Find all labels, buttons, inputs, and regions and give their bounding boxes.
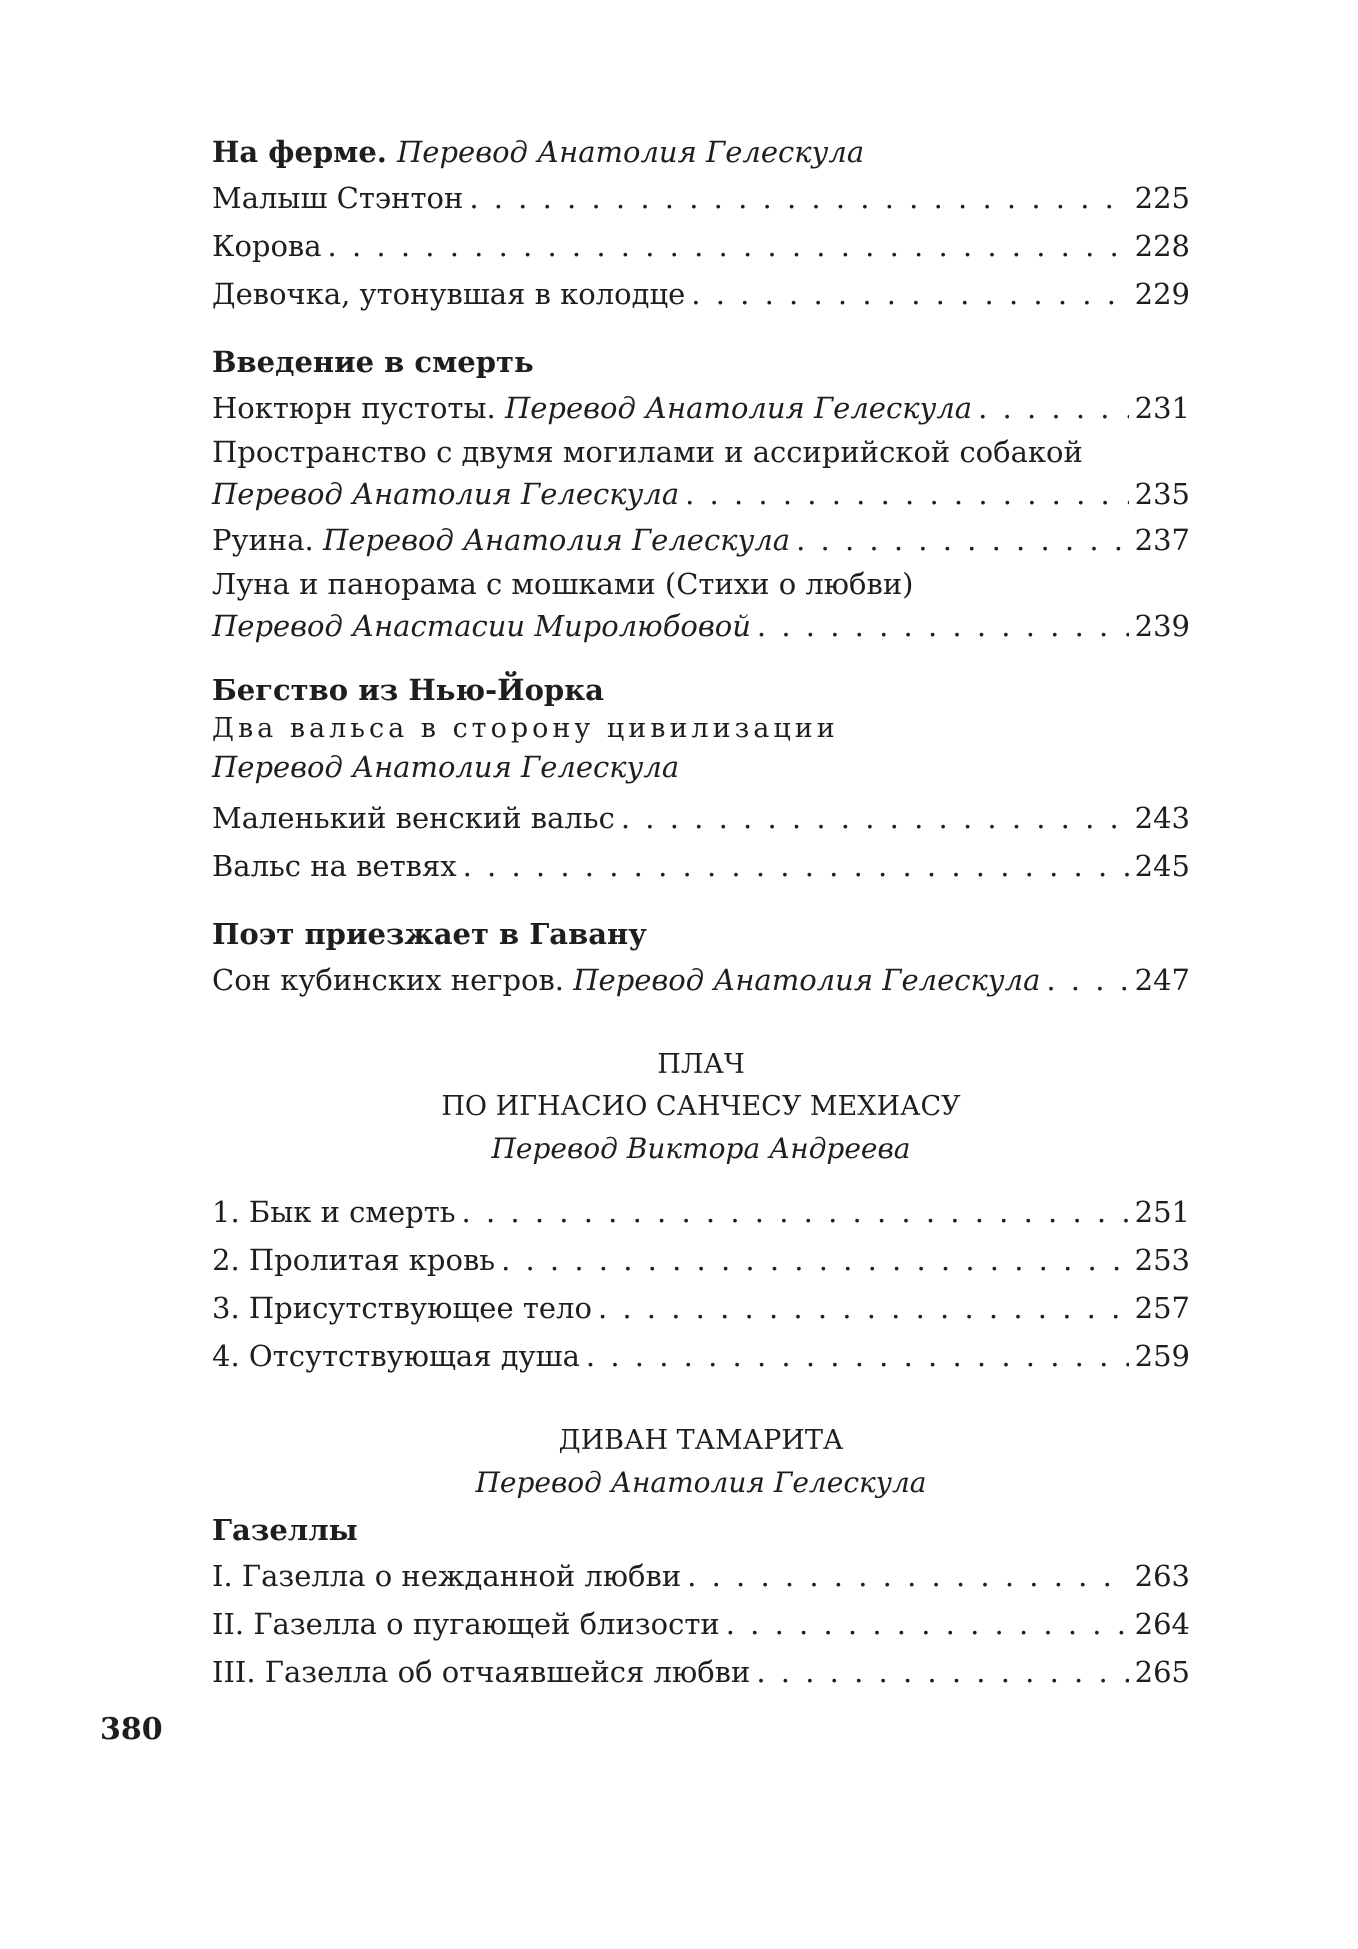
leader-dots (685, 472, 1129, 516)
toc-entry[interactable] (212, 222, 1190, 270)
leader-dots (463, 842, 1129, 890)
leader-dots (757, 604, 1129, 648)
toc-entry[interactable] (212, 1332, 1190, 1380)
entry-page: 235 (1134, 477, 1190, 511)
section-heading-death: Введение в смерть (212, 345, 534, 379)
leader-dots (687, 1552, 1128, 1600)
toc-entry[interactable] (212, 1648, 1190, 1696)
section-translator: Перевод Анатолия Гелескула (212, 750, 680, 784)
toc-entry[interactable] (212, 1552, 1190, 1600)
leader-dots (621, 794, 1129, 842)
section-subtitle: Два вальса в сторону цивилизации (212, 713, 839, 744)
toc-entry[interactable] (212, 384, 1190, 432)
leader-dots (469, 174, 1128, 222)
entry-title[interactable]: Луна и панорама с мошками (Стихи о любви) (212, 567, 914, 601)
part-title-line: ДИВАН ТАМАРИТА (558, 1425, 844, 1456)
entry-page: 259 (1134, 1339, 1190, 1373)
section-translator: Перевод Анатолия Гелескула (397, 135, 865, 169)
entry-title: Корова (212, 229, 322, 263)
entry-translator: Перевод Анатолия Гелескула (573, 963, 1041, 997)
entry-translator: Перевод Анатолия Гелескула (322, 523, 791, 557)
toc-entry[interactable] (212, 956, 1190, 1004)
entry-translator: Перевод Анатолия Гелескула (504, 391, 973, 425)
section-heading-farm (212, 130, 1190, 174)
entry-title-text: Ноктюрн пустоты. (212, 391, 496, 425)
entry-title: 1. Бык и смерть (212, 1195, 456, 1229)
page-number: 380 (100, 1712, 163, 1747)
entry-translator: Перевод Анатолия Гелескула (212, 477, 680, 511)
table-of-contents (212, 130, 1190, 1696)
entry-page: 257 (1134, 1291, 1190, 1325)
entry-title: 3. Присутствующее тело (212, 1291, 592, 1325)
entry-page: 247 (1134, 963, 1190, 997)
entry-page: 243 (1134, 801, 1190, 835)
entry-title: Девочка, утонувшая в колодце (212, 277, 686, 311)
leader-dots (328, 222, 1129, 270)
leader-dots (756, 1648, 1128, 1696)
leader-dots (978, 384, 1129, 432)
section-heading-escape: Бегство из Нью-Йорка (212, 673, 604, 707)
toc-entry[interactable] (212, 1188, 1190, 1236)
section-heading-gazelles: Газеллы (212, 1513, 358, 1547)
leader-dots (586, 1332, 1129, 1380)
entry-page: 253 (1134, 1243, 1190, 1277)
entry-title: Малыш Стэнтон (212, 181, 464, 215)
entry-title: Маленький венский вальс (212, 801, 615, 835)
entry-title (212, 384, 972, 432)
section-title: На ферме. (212, 135, 387, 169)
entry-page: 265 (1134, 1655, 1190, 1689)
entry-title-text: Сон кубинских негров. (212, 963, 565, 997)
toc-entry[interactable] (212, 174, 1190, 222)
entry-page: 231 (1134, 391, 1190, 425)
section-heading-havana: Поэт приезжает в Гавану (212, 917, 647, 951)
part-translator: Перевод Анатолия Гелескула (475, 1466, 927, 1499)
entry-page: 237 (1134, 523, 1190, 557)
entry-title[interactable]: Пространство с двумя могилами и ассирийской собакой (212, 435, 1083, 469)
entry-page: 228 (1134, 229, 1190, 263)
entry-page: 263 (1134, 1559, 1190, 1593)
toc-entry[interactable] (212, 1600, 1190, 1648)
entry-page: 225 (1134, 181, 1190, 215)
entry-title: III. Газелла об отчаявшейся любви (212, 1655, 751, 1689)
leader-dots (691, 270, 1128, 318)
toc-entry[interactable] (212, 842, 1190, 890)
entry-translator: Перевод Анастасии Миролюбовой (212, 609, 751, 643)
leader-dots (598, 1284, 1129, 1332)
toc-entry[interactable] (212, 604, 1190, 648)
entry-page: 229 (1134, 277, 1190, 311)
entry-title: 4. Отсутствующая душа (212, 1339, 580, 1373)
toc-entry[interactable] (212, 270, 1190, 318)
entry-page: 251 (1134, 1195, 1190, 1229)
toc-entry[interactable] (212, 1236, 1190, 1284)
leader-dots (726, 1600, 1129, 1648)
entry-title: I. Газелла о нежданной любви (212, 1559, 682, 1593)
entry-title: II. Газелла о пугающей близости (212, 1607, 720, 1641)
entry-title (212, 516, 790, 564)
entry-page: 239 (1134, 609, 1190, 643)
part-title-line: ПЛАЧ (657, 1049, 745, 1080)
toc-entry[interactable] (212, 1284, 1190, 1332)
leader-dots (501, 1236, 1129, 1284)
entry-page: 264 (1134, 1607, 1190, 1641)
toc-entry[interactable] (212, 472, 1190, 516)
toc-entry[interactable] (212, 794, 1190, 842)
entry-title (212, 956, 1040, 1004)
entry-title-text: Руина. (212, 523, 314, 557)
leader-dots (1046, 956, 1128, 1004)
leader-dots (796, 516, 1129, 564)
part-title-line: ПО ИГНАСИО САНЧЕСУ МЕХИАСУ (441, 1091, 961, 1122)
entry-title: Вальс на ветвях (212, 849, 457, 883)
part-translator: Перевод Виктора Андреева (491, 1132, 911, 1165)
entry-title: 2. Пролитая кровь (212, 1243, 496, 1277)
entry-page: 245 (1134, 849, 1190, 883)
leader-dots (462, 1188, 1129, 1236)
toc-entry[interactable] (212, 516, 1190, 564)
